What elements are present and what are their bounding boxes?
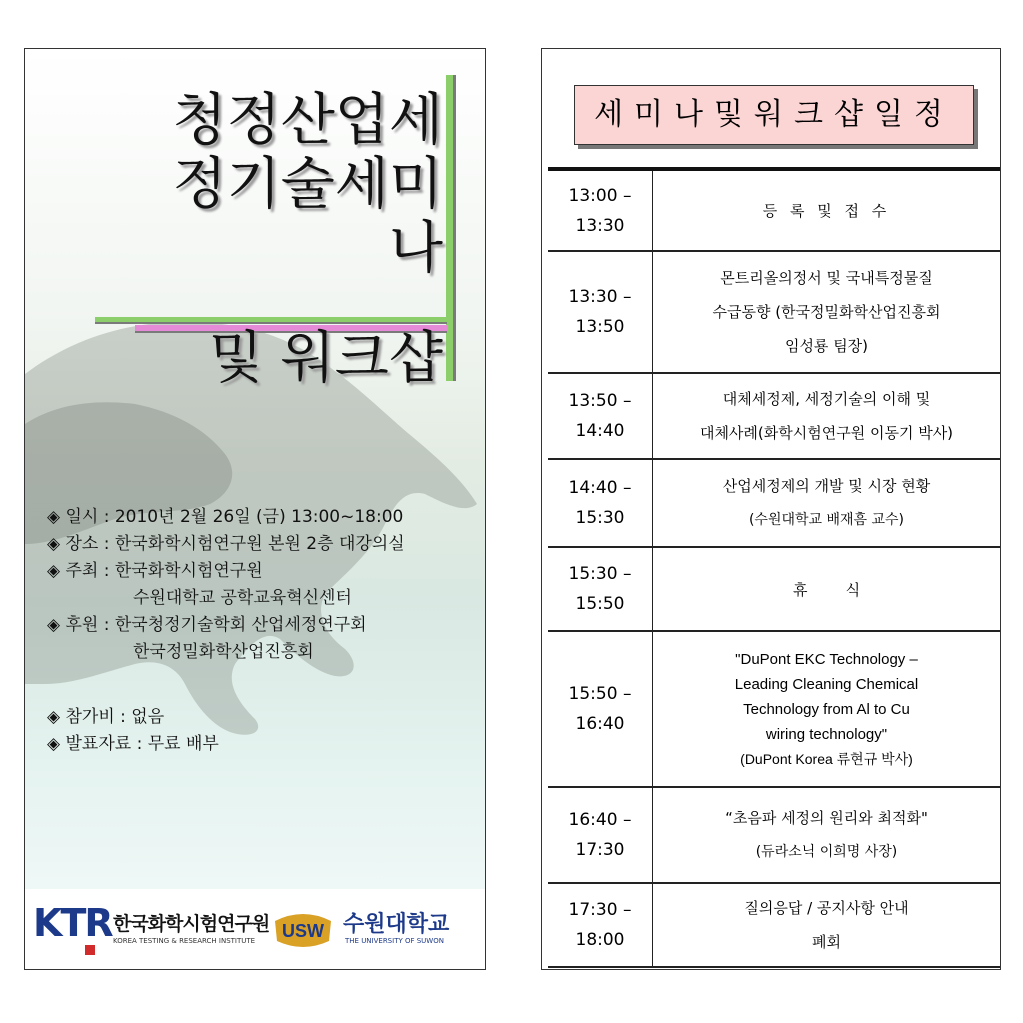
schedule-panel (541, 48, 1001, 970)
time-cell: 15:50 – 16:40 (548, 631, 653, 787)
info-sponsor: ◈ 후원 : 한국청정기술학회 산업세정연구회 (47, 615, 367, 635)
time-cell: 15:30 – 15:50 (548, 547, 653, 631)
schedule-table (548, 171, 1000, 968)
table-row (548, 459, 1000, 547)
table-row (548, 171, 1000, 251)
info-host: ◈ 주최 : 한국화학시험연구원 (47, 561, 263, 581)
ktr-logo: KTR (33, 901, 112, 945)
desc-cell: "DuPont EKC Technology – Leading Cleaning Chemical Technology from Al to Cu wiring technology" (DuPont Korea 류현규 박사) (653, 631, 1001, 787)
table-row (548, 547, 1000, 631)
time-cell: 14:40 – 15:30 (548, 459, 653, 547)
usw-logo-text: USW (282, 921, 324, 941)
table-row (548, 251, 1000, 373)
info-date: ◈ 일시 : 2010년 2월 26일 (금) 13:00~18:00 (47, 507, 404, 527)
info-place: ◈ 장소 : 한국화학시험연구원 본원 2층 대강의실 (47, 534, 405, 554)
ktr-logo-mark (85, 945, 95, 955)
desc-cell: 몬트리올의정서 및 국내특정물질 수급동향 (한국정밀화학산업진흥회 임성룡 팀장) (653, 251, 1001, 373)
info-fee: ◈ 참가비 : 없음 (47, 707, 165, 727)
time-cell: 13:50 – 14:40 (548, 373, 653, 459)
time-cell: 17:30 – 18:00 (548, 883, 653, 967)
table-row (548, 373, 1000, 459)
title-line-workshop: 및 워크샵 (208, 326, 443, 391)
info-host-2: 수원대학교 공학교육혁신센터 (133, 588, 352, 608)
desc-cell: 대체세정제, 세정기술의 이해 및 대체사례(화학시험연구원 이동기 박사) (653, 373, 1001, 459)
desc-cell: “초음파 세정의 원리와 최적화" (듀라소닉 이희명 사장) (653, 787, 1001, 883)
title-line: 나 (388, 216, 443, 281)
table-row (548, 883, 1000, 967)
schedule-banner (574, 85, 974, 145)
desc-cell: 등 록 및 접 수 (653, 171, 1001, 251)
title-line: 정기술세미 (172, 152, 443, 217)
ktr-subtitle: KOREA TESTING & RESEARCH INSTITUTE (113, 937, 256, 945)
title-line: 청정산업세 (172, 88, 443, 153)
title-green-underline (95, 317, 447, 322)
schedule-title: 세미나및워크샵일정 (594, 97, 954, 132)
info-materials: ◈ 발표자료 : 무료 배부 (47, 734, 219, 754)
usw-logo (271, 907, 335, 953)
poster-panel (24, 48, 486, 970)
desc-cell: 산업세정제의 개발 및 시장 현황 (수원대학교 배재흠 교수) (653, 459, 1001, 547)
event-info (47, 504, 405, 758)
ktr-name: 한국화학시험연구원 (113, 913, 270, 935)
table-row (548, 631, 1000, 787)
time-cell: 13:30 – 13:50 (548, 251, 653, 373)
usw-name: 수원대학교 (343, 912, 450, 937)
table-row (548, 787, 1000, 883)
poster-title (173, 89, 443, 281)
desc-cell: 질의응답 / 공지사항 안내 폐회 (653, 883, 1001, 967)
usw-subtitle: THE UNIVERSITY OF SUWON (345, 937, 444, 945)
time-cell: 16:40 – 17:30 (548, 787, 653, 883)
logo-bar (25, 889, 485, 969)
info-sponsor-2: 한국정밀화학산업진흥회 (133, 642, 314, 662)
title-vertical-accent (446, 75, 453, 381)
time-cell: 13:00 – 13:30 (548, 171, 653, 251)
desc-cell: 휴 식 (653, 547, 1001, 631)
